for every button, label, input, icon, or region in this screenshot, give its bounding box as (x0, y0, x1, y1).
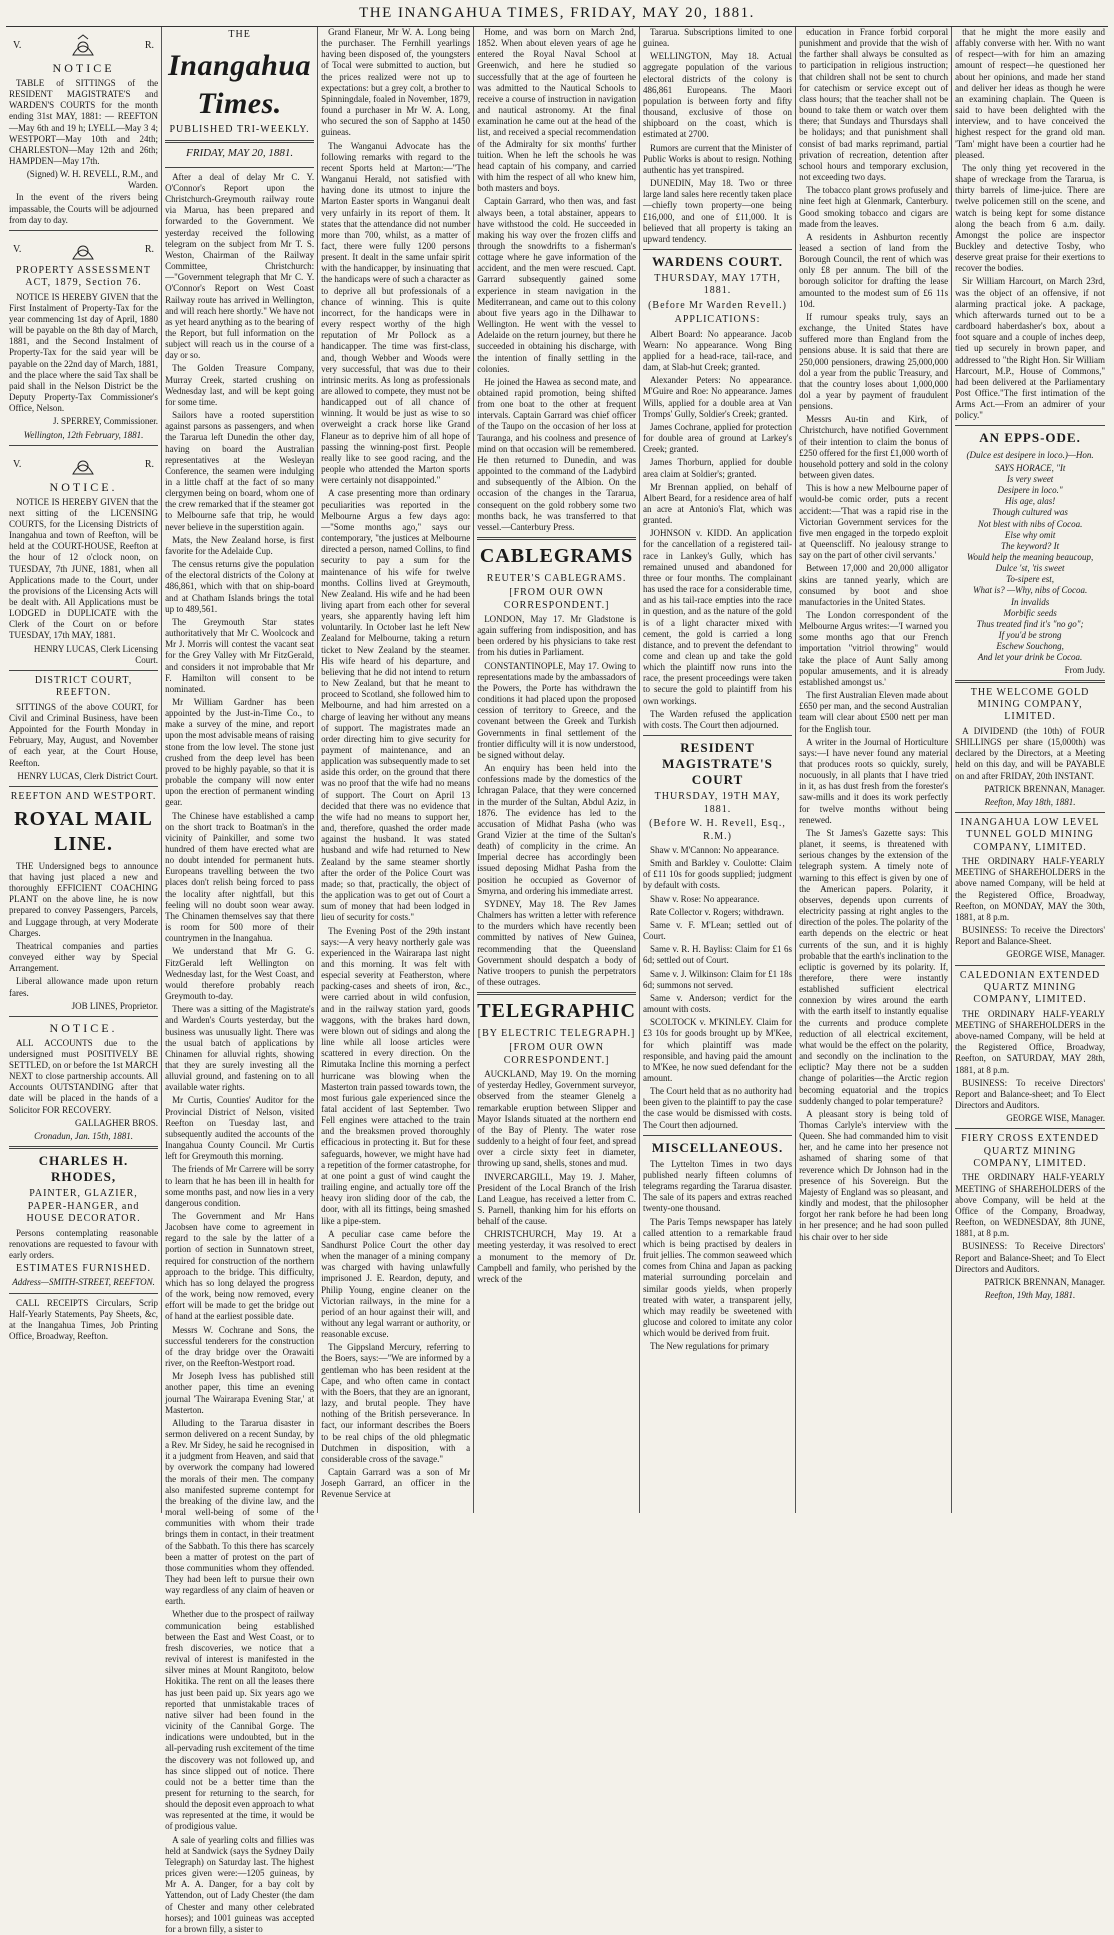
inangahua-business: BUSINESS: To receive the Directors' Report and Balance-Sheet. (955, 925, 1106, 947)
paragraph: Whether due to the prospect of railway communication being established between the East and West Coast, or to fresh discoveries, we notice that a revival of interest is manifested in the silver mines at Mount Rangitoto, below Hokitika. The rent on all the leases there has just been paid up. Six years ago we reported that unmistakable traces of native silver had been found in the vicinity of the Cannibal Gorge. The indications were undoubted, but in the all-pervading rush excitement of the time the discovery was not followed up, and has since slipped out of notice. There could not be a better time than the present for returning to the search, for should the deposit even approach to what was represented at the time, it would be of prodigious value. (165, 1609, 315, 1832)
paragraph: CONSTANTINOPLE, May 17. Owing to representations made by the ambassadors of the Powers, the Porte has withdrawn the conditions it had placed upon the proposed cession of territory to Greece, and the covenant between the Greek and Turkish Governments in final settlement of the frontier difficulty will it is now understood, be signed without delay. (477, 660, 636, 760)
paragraph: Albert Board: No appearance. Jacob Wearn: No appearance. Wong Bing applied for a head-race, tail-race, and dam, at Slab-hut Creek; granted. (643, 328, 793, 373)
fiery-business: BUSINESS: To Receive Directors' Report and Balance-Sheet; and To Elect Directors and Auditors. (955, 1241, 1106, 1274)
divider (643, 1135, 792, 1136)
licensing-signature: HENRY LUCAS, Clerk Licensing Court. (33, 643, 159, 665)
paragraph: Mr Curtis, Counties' Auditor for the Provincial District of Nelson, visited Reefton on Tuesday last, and subsequently audited the accounts of the Inangahua County Council. Mr Curtis left for Greymouth this morning. (165, 1095, 315, 1162)
paragraph: The Government and Mr Hans Jacobsen have come to agreement in regard to the sale by the latter of a portion of section in Sunnatown street, required for construction of the northern approach to the bridge. This difficulty, which has so long delayed the progress of the work, being now removed, every effort will be made to get the bridge out of hand at the earliest possible date. (165, 1211, 315, 1322)
royal-crest: V. R. (13, 452, 154, 478)
paragraph: If rumour speaks truly, says an exchange, the United States have suffered more than England from the pensions abuse. It is said that there are 250,000 pensioners, drawing 25,000,000 dol a year from the public Treasury, and that the country loses about 1,000,000 dol a year by payment of fraudulent pensions. (799, 311, 949, 412)
divider (9, 670, 158, 671)
caledonian-business: BUSINESS: To receive Directors' Report and Balance-sheet; and To Elect Directors and Auditors. (955, 1077, 1106, 1110)
paragraph: The Greymouth Star states authoritatively that Mr C. Woolcock and Mr J. Morris will contest the vacant seat for the Grey Valley with Mr FitzGerald, and considers it not improbable that Mr F. Hamilton will consent to be nominated. (165, 616, 315, 694)
wardens-body (643, 329, 792, 731)
paragraph: The Gippsland Mercury, referring to the Boers, says:—"We are informed by a gentleman who has been resident at the Cape, and who often came in contact with the Boers, that they are an ignorant, lazy, and brutal people. They have nothing of the British perseverance. In fact, our informant describes the Boers to be real chips of the old phlegmatic Dutchmen in disposition, with a considerable cross of the savage." (321, 1342, 471, 1464)
divider (955, 1128, 1105, 1129)
paragraph: The Wanganui Advocate has the following remarks with regard to the recent Sports held at Marton:—"The Wanganui Herald, not satisfied with having done its utmost to injure the Marton Easter sports in Wanganui dealt very unfairly in its report of them. It states that the attendance did not number more than 700, whilst, as a matter of fact, there were fully 1200 persons present. It dealt in the same unfair spirit with the handicapper, by insinuating that the handicaps were of such a character as to deprive all but professionals of a chance of winning. This is quite incorrect, for the handicaps were in every respect worthy of the high reputation of Mr Pollock as a handicapper. The time was first-class, and, though Webber and Woods were very successful, that was due to their intrinsic merits. As long as professionals are allowed to compete, they must not be handicapped out of all chance of winning. It would be just as wise to so overweight a crack horse like Grand Flaneur as to deprive him of all hope of passing the winning-post first. People really like to see good racing, and the people who attended the Marton sports were certainly not disappointed." (321, 140, 471, 486)
telegraphic-sub: [BY ELECTRIC TELEGRAPH.] (477, 1027, 636, 1039)
accounts-text: ALL ACCOUNTS due to the undersigned must POSITIVELY BE SETTLED, on or before the 1st MARCH NEXT to close partnership accounts. All Accounts OUTSTANDING after that date will be placed in the hands of a Solicitor FOR RECOVERY. (9, 1037, 159, 1115)
paragraph: DUNEDIN, May 18. Two or three large land sales here recently taken place—chiefly town property—one being £16,000, and one of £11,000. It is believed that all property is taking an upward tendency. (643, 178, 793, 244)
accounts-date: Cronadun, Jan. 15th, 1881. (34, 1130, 133, 1141)
published-line: PUBLISHED TRI-WEEKLY. (169, 123, 310, 135)
epps-source: From Judy. (1064, 664, 1106, 675)
article-body (955, 27, 1105, 421)
divider (955, 680, 1105, 683)
column-1 (6, 27, 162, 1513)
article-body (799, 27, 948, 1243)
paragraph: Between 17,000 and 20,000 alligator skins are tanned yearly, which are consumed by boot and shoe manufactories in the United States. (799, 563, 949, 607)
telegraphic-corr: [FROM OUR OWN CORRESPONDENT.] (503, 1042, 610, 1066)
poem-line: And let your drink be Cocoa. (977, 652, 1083, 663)
paper-title: Inangahua Times. (168, 49, 312, 120)
accounts-heading: NOTICE. (49, 1020, 118, 1035)
property-date: Wellington, 12th February, 1881. (23, 429, 144, 440)
paragraph: The Evening Post of the 29th instant says:—A very heavy northerly gale was experienced in the Wairarapa last night and this morning. It was felt with especial severity at Featherston, where packing-cases and sheets of iron, &c., were carried about in wild confusion, and in the railway station yard, goods waggons, with the brakes hard down, were blown out of sidings and along the line while all loose articles were scattered in every direction. On the Rimutaka Incline this morning a perfect hurricane was blowing when the Masterton train passed towards town, the most furious gale experienced since the fatal accident of last September. Two Fell engines were attached to the train and the breaksmen proved thoroughly efficacious in protecting it. But for these safeguards, however, we might have had a repetition of the former catastrophe, for at one point a gust of wind caught the trailing engine, and actually tore off the heavy iron sliding door of the cab, the door, with all its fittings, being smashed like a pipe-stem. (321, 925, 471, 1226)
rhodes-sub: PAINTER, GLAZIER, PAPER-HANGER, and HOUSE DECORATOR. (26, 1188, 141, 1225)
article-body (321, 27, 470, 1500)
divider (165, 167, 314, 168)
column-5 (640, 27, 796, 1513)
inangahua-signature: GEORGE WISE, Manager. (1006, 949, 1106, 960)
paragraph: Shaw v. Rose: No appearance. (650, 893, 760, 904)
poem-line: Would help the meaning beaucoup, (966, 551, 1094, 562)
paragraph: After a deal of delay Mr C. Y. O'Connor's Report upon the Christchurch-Greymouth railway route via Marua, has been prepared and forwarded to the Government. We yesterday received the following telegram on the subject from Mr T. S. Weston, Chairman of the Railway Committee, Christchurch:—"Government telegraph that Mr C. Y. O'Connor's Report on West Coast Railway route has arrived in Wellington, and will reach here shortly." We have not as yet heard anything as to the bearing of the Report, but full information on the subject will reach us in the course of a day or so. (165, 171, 315, 361)
paragraph: Smith and Barkley v. Coulotte: Claim of £11 10s for goods supplied; judgment by default with costs. (643, 858, 793, 891)
telegraphic-heading: TELEGRAPHIC (477, 1000, 636, 1023)
poem-line: The keyword? It (1001, 540, 1060, 551)
paragraph: The first Australian Eleven made about £650 per man, and the second Australian team will clear about £500 nett per man for the English tour. (799, 690, 949, 734)
column-2 (162, 27, 318, 1934)
notice-tail-1: In the event of the rivers being impassable, the Courts will be adjourned from day to day. (9, 192, 159, 225)
divider (643, 735, 792, 736)
cablegrams-corr: [FROM OUR OWN CORRESPONDENT.] (503, 587, 610, 611)
paragraph: The Chinese have established a camp on the short track to Boatman's in the vicinity of Painkiller, and some two hundred of them have erected what are no doubt intended for permanent huts. Europeans travelling between the two places don't relish being forced to pass the locality after nightfall, but this feeling will no doubt soon wear away. The Chinamen themselves say that there is room for 500 more of their countrymen in the Inangahua. (165, 810, 315, 944)
caledonian-text: THE ORDINARY HALF-YEARLY MEETING of SHAREHOLDERS in the above-named Company, will be held at the Registered Office, Broadway, Reefton, on SATURDAY, MAY 28th, 1881, at 8 p.m. (955, 1008, 1106, 1075)
paragraph: Shaw v. M'Cannon: No appearance. (650, 845, 780, 855)
fiery-heading: FIERY CROSS EXTENDED QUARTZ MINING COMPANY, LIMITED. (961, 1133, 1100, 1170)
paragraph: CHRISTCHURCH, May 19. At a meeting yesterday, it was resolved to erect a monument to the memory of Dr. Campbell and family, who perished by the wreck of the (477, 1229, 636, 1284)
caledonian-signature: GEORGE WISE, Manager. (1006, 1113, 1106, 1124)
paragraph: INVERCARGILL, May 19. J. Maher, President of the Local Branch of the Irish Land League, has received a letter from C. S. Parnell, thanking him for his efforts on behalf of the cause. (477, 1171, 636, 1227)
mail-text: THE Undersigned begs to announce that having just placed a new and thoroughly EFFICIENT COACHING PLANT on the above line, he is now prepared to convey Passengers, Parcels, and Luggage through, at very Moderate Charges. (9, 860, 159, 938)
page-masthead: THE INANGAHUA TIMES, FRIDAY, MAY 20, 1881. (6, 0, 1108, 27)
paragraph: The Golden Treasure Company, Murray Creek, started crushing on Wednesday last, and will be kept going for some time. (165, 363, 315, 407)
licensing-text: NOTICE IS HEREBY GIVEN that the next sitting of the LICENSING COURTS, for the Licensing Districts of Inangahua and town of Reefton, will be held at the COURT-HOUSE, Reefton at the hour of 12 o'clock noon, on TUESDAY, 7th JUNE, 1881, when all Applications made to the Court, under the provisions of the Licensing Acts will be dealt with. All Applications must be LODGED in DUPLICATE with the Clerk of the Court on or before TUESDAY, 17th MAY, 1881. (9, 496, 159, 641)
licensing-heading: NOTICE. (49, 479, 118, 494)
paragraph: The Lyttelton Times in two days published nearly fifteen columns of telegrams regarding the Tararua disaster. The sale of its papers and extras reached twenty-one thousand. (643, 1158, 793, 1214)
poem-line: Is very sweet (1006, 473, 1054, 484)
poem-line: SAYS HORACE, "It (994, 462, 1066, 473)
property-heading: PROPERTY ASSESSMENT ACT, 1879, Section 76. (16, 264, 152, 289)
welcome-date: Reefton, May 18th, 1881. (984, 796, 1076, 807)
inangahua-text: THE ORDINARY HALF-YEARLY MEETING of SHAREHOLDERS in the above named Company, will be held at the Registered Office, Broadway, Reefton, on MONDAY, MAY the 30th, 1881, at 8 p.m. (955, 856, 1106, 922)
notice-signature-1: (Signed) W. H. REVELL, R.M., and Warden. (26, 169, 159, 191)
poem-line: His age, alas! (1004, 496, 1056, 507)
paragraph: Rumors are current that the Minister of Public Works is about to resign. Nothing authentic has yet transpired. (643, 142, 793, 175)
poem-line: Thus treated find it's "no go"; (976, 618, 1084, 629)
wardens-date: THURSDAY, MAY 17TH, 1881. (654, 273, 781, 297)
property-text: NOTICE IS HEREBY GIVEN that the First Instalment of Property-Tax for the year commencing 1st day of April, 1880 will be payable on the 8th day of March, 1881, and the Second Instalment of Property-Tax for the said year will be payable on the 22nd day of March, 1881, and the place where the said Tax shall be paid shall in the Nelson District be the Deputy Property-Tax Commissioner's Office, Nelson. (9, 291, 159, 414)
crest-icon (69, 33, 97, 59)
paragraph: WELLINGTON, May 18. Actual aggregate population of the various electoral districts of the colony is 486,861 Europeans. The Maori population is between forty and fifty thousand, exclusive of those on shipboard on the coast, which is estimated at 2700. (643, 51, 793, 140)
divider (165, 140, 314, 143)
epps-heading: AN EPPS-ODE. (979, 430, 1081, 446)
paragraph: Grand Flaneur, Mr W. A. Long being the purchaser. The Fernhill yearlings having been disposed of, the youngsters of Tocal were submitted to auction, but the prices realized were not up to expectations: but a grey colt, a brother to Spinningdale, foaled in November, 1879, found a purchaser in Mr W. A. Long, who secured the son of Sappho at 1450 guineas. (321, 27, 471, 138)
epps-poem (955, 463, 1105, 664)
title-the: THE (228, 29, 251, 40)
district-text: SITTINGS of the above COURT, for Civil and Criminal Business, have been Appointed for the Fourth Monday in February, May, August, and November of each year, at the Court House, Reefton. (9, 701, 159, 768)
paragraph: A case presenting more than ordinary peculiarities was reported in the Melbourne Argus a few days ago:—"Some months ago," says our contemporary, "the justices at Melbourne directed a person, named Collins, to find security to pay a sum for the maintenance of his wife for twelve months. Collins lived at Greymouth, New Zealand. His wife and he had been living apart from each other for several years, she apparently having left him voluntarily. In October last he left New Zealand for Melbourne, taking a return ticket to New Zealand by the steamer. His wife heard of his departure, and believing that he did not intend to return to New Zealand, but that he meant to proceed to Scotland, she followed him to Melbourne, and had him arrested on a charge of leaving her without any means of support. The magistrates made an order directing him to give security for payment of maintenance, and an application was subsequently made to set aside this order, on the ground that there was no proof that the wife had no means of support. The Court on April 13 decided that there was no evidence that the wife had no means to support her, and, therefore, quashed the order made against the husband. It was stated husband and wife had returned to New Zealand by the same steamer shortly after the order of the Police Court was made; so that, practically, the object of the application was to get out of Court a sum of money that had been lodged in lieu of security for costs." (321, 488, 471, 923)
rm-before: (Before W. H. Revell, Esq., R.M.) (649, 818, 786, 842)
article-body (477, 27, 636, 533)
receipts-text: CALL RECEIPTS Circulars, Scrip Half-Yearly Statements, Pay Sheets, &c, at the Inangahua Times, Job Printing Office, Broadway, Reefton. (9, 1297, 159, 1341)
wardens-applications: APPLICATIONS: (674, 314, 761, 326)
paragraph: Same v. J. Wilkinson: Claim for £1 18s 6d; summons not served. (643, 968, 793, 990)
paragraph: The Paris Temps newspaper has lately called attention to a remarkable fraud which is being practised by dealers in fruit jellies. The common seaweed which comes from China and Japan as packing material surrounding porcelain and similar goods yields, when properly treated with water, a transparent jelly, which may readily be sweetened with glucose and colored to imitate any color which would be derived from fruit. (643, 1216, 793, 1339)
property-signature: J. SPERREY, Commissioner. (52, 416, 159, 427)
paragraph: A peculiar case came before the Sandhurst Police Court the other day when the manager of a mining company was charged with having unlawfully imprisoned J. E. Reardon, deputy, and Philip Young, engine cleaner on the Victorian railways, in the mine for a period of an hour against their will, and without any legal warrant or authority, or reasonable excuse. (321, 1228, 471, 1340)
divider (9, 230, 158, 231)
paragraph: AUCKLAND, May 19. On the morning of yesterday Hedley, Government surveyor, observed from the steamer Glenelg a remarkable eruption between Slipper and Mayor Islands situated at the northern end of the Bay of Plenty. The water rose suddenly to a height of four feet, and spread over a circle sixty feet in diameter, throwing up sand, shells, stones and mud. (477, 1069, 636, 1169)
paragraph: Sailors have a rooted superstition against parsons as passengers, and when the Tararua left Dunedin the other day, having on board the Australian representatives at the Wesleyan Conference, the seamen were indulging in a little chaff at the fact of so many clergymen being on board, whom one of the crew remarked that if the steamer got to Melbourne safe that trip, he would never believe in the superstition again. (165, 410, 315, 532)
paragraph: The census returns give the population of the electoral districts of the Colony at 486,861, which with that on ship-board and at Chatham Islands brings the total up to 489,561. (165, 559, 315, 614)
paragraph: Captain Garrard was a son of Mr Joseph Garrard, an officer in the Revenue Service at (321, 1467, 471, 1500)
telegraphic-body (477, 1069, 636, 1285)
column-3 (318, 27, 474, 1513)
crest-icon (69, 237, 97, 263)
wardens-heading: WARDENS COURT. (652, 253, 784, 269)
divider (9, 1293, 158, 1294)
welcome-heading: THE WELCOME GOLD MINING COMPANY, LIMITED. (970, 686, 1090, 723)
cablegrams-heading: CABLEGRAMS (479, 545, 634, 568)
paragraph: Same v. F. M'Lean; settled out of Court. (643, 919, 793, 942)
mail-text-2: Theatrical companies and parties conveyed either way by Special Arrangement. (9, 940, 159, 974)
mail-text-3: Liberal allowance made upon return fares. (9, 976, 159, 998)
paragraph: Alluding to the Tararua disaster in sermon delivered on a recent Sunday, by a Rev. Mr Sidey, he said he recognised in it a judgment from Heaven, and said that by overwork the company had lowered the morals of their men. The company also manifested supreme contempt for the breaking of the divine law, and the moral well-being of some of the communities with whom their trade brings them in contact, in their treatment of the Sabbath. To this there has scarcely been a matter of protest on the part of those communities whom they offended. They had been left to pursue their own way regardless of any claim of heaven or earth. (165, 1417, 315, 1607)
paragraph: that he might the more easily and affably converse with her. With no want of respect—with for him an amazing amount of respect—he questioned her about her opinions, and made her stand and deliver her ideas as though he were an examining chaplain. The Queen is said to have been delighted with the interview, and to have conceived the highest respect for the grand old man. 'Tam' might have been a courtier had he pleased. (955, 27, 1106, 160)
paragraph: He joined the Hawea as second mate, and obtained rapid promotion, being shifted from one boat to the other at frequent intervals. Captain Garrard was chief officer of the Taupo on the occasion of her loss at Tauranga, and his coolness and presence of mind on that occasion will be remembered. He then returned to Dunedin, and was appointed to the command of the Ladybird and subsequently of the Albion. On the occasion of the changes in the Tararua, consequent on the gold robbery some two months back, he was transferred to that vessel.—Canterbury Press. (477, 376, 636, 532)
accounts-signature: GALLAGHER BROS. (75, 1117, 159, 1128)
paragraph: We understand that Mr G. G. FitzGerald left Wellington on Wednesday last, for the West Coast, and would therefore probably reach Greymouth to-day. (165, 946, 315, 1002)
royal-crest: V. R. (13, 33, 154, 59)
dateline: FRIDAY, MAY 20, 1881. (186, 147, 294, 160)
fiery-date: Reefton, 19th May, 1881. (984, 1290, 1076, 1301)
divider (9, 1016, 158, 1017)
poem-line: Though cultured was (992, 507, 1068, 518)
poem-line: What is? —Why, nibs of Cocoa. (972, 585, 1088, 596)
mail-signature: JOB LINES, Proprietor. (71, 1000, 159, 1011)
divider (477, 537, 636, 540)
paragraph: James Thorburn, applied for double area claim at Soldier's; granted. (643, 457, 793, 479)
paragraph: The friends of Mr Carrere will be sorry to learn that he has been ill in health for some months past, and now lies in a very dangerous condition. (165, 1164, 315, 1208)
paragraph: A pleasant story is being told of Thomas Carlyle's interview with the Queen. She had commanded him to visit her, and he came into her presence not ashamed of sharing some of that reverence which Dr Johnson had in the presence of his Sovereign. But the Majesty of England was so pleasant, and kindly and modest, that the philosopher forgot her rank before he had been long in her presence; and he had soon pulled his chair over to her side (799, 1108, 949, 1242)
paragraph: Messrs Au-tin and Kirk, of Christchurch, have notified Government of their intention to claim the bonus of £250 offered for the first £1,000 worth of household pottery and sold in the colony between given dates. (799, 414, 949, 481)
poem-line: Else why omit (1004, 529, 1056, 540)
paragraph: SYDNEY, May 18. The Rev James Chalmers has written a letter with reference to the murders which have recently been committed by natives of New Guinea, recommending that the Queensland Government should despatch a body of Native troopers to punish the perpetrators of these outrages. (477, 898, 636, 987)
paragraph: SCOLTOCK v. M'KINLEY. Claim for £3 10s for goods brought up by M'Kee, for which plaintiff was made responsible, and having paid the amount to M'Kee, he now sued defendant for the amount. (643, 1017, 793, 1083)
royal-crest: V. R. (13, 237, 154, 263)
caledonian-heading: CALEDONIAN EXTENDED QUARTZ MINING COMPANY, LIMITED. (959, 969, 1101, 1006)
paragraph: Tararua. Subscriptions limited to one guinea. (643, 27, 793, 49)
column-6 (796, 27, 952, 1513)
paragraph: Rate Collector v. Rogers; withdrawn. (650, 906, 784, 917)
divider (955, 812, 1105, 813)
poem-line: In invalids (1010, 596, 1050, 607)
crest-icon (69, 452, 97, 478)
article-body (643, 27, 792, 245)
paragraph: James Cochrane, applied for protection for double area of ground at Larkey's Creek; granted. (643, 421, 793, 455)
paragraph: The only thing yet recovered in the shape of wreckage from the Tararua, is thirty barrels of lime-juice. There are twelve policemen still on the scene, and watch is being kept for some distance along the beach from 6 a.m. daily. Amongst the police are inspector Buckley and detective Tosby, who deserve great praise for their exertions to recover the bodies. (955, 162, 1106, 274)
epps-sub: (Dulce est desipere in loco.)—Hon. (966, 449, 1094, 460)
poem-line: To-sipere est, (1006, 574, 1054, 585)
divider (9, 1146, 158, 1149)
poem-line: Morbific seeds (1003, 607, 1057, 618)
rhodes-address: Address—SMITH-STREET, REEFTON. (12, 1277, 155, 1288)
rm-body (643, 845, 792, 1131)
rm-heading: RESIDENT MAGISTRATE'S COURT (662, 740, 773, 788)
paragraph: The New regulations for primary (650, 1341, 769, 1352)
poem-line: Eschew Souchong, (996, 641, 1064, 652)
paragraph: Same v. R. H. Bayliss: Claim for £1 6s 6d; settled out of Court. (643, 944, 793, 966)
district-signature: HENRY LUCAS, Clerk District Court. (17, 770, 159, 781)
paragraph: Alexander Peters: No appearance. M'Guire and Roe: No appearance. James Wills, applied for a double area at Van Tromps' Gully, Soldier's Creek; granted. (643, 375, 793, 419)
paragraph: JOHNSON v. KIDD. An application for the cancellation of a registered tail-race in Lankey's Gully, which has remained unused and abandoned for three or four months. The complainant has used the race for a considerable time, and as his tail-race empties into the race in question, and as the nature of the gold is of a light character mixed with cement, the gold is carried a long distance, and to prevent the defendant to come and clean up and take the gold which the plaintiff now runs into the race, the present proceedings were taken to secure the gold to plaintiff from his own workings. (643, 528, 793, 706)
paragraph: Messrs W. Cochrane and Sons, the successful tenderers for the construction of the dray bridge over the Orawaiti river, on the Reefton-Westport road. (165, 1324, 315, 1369)
rhodes-text: Persons contemplating reasonable renovations are requested to favour with early orders. (9, 1227, 159, 1260)
misc-heading: MISCELLANEOUS. (651, 1139, 784, 1155)
welcome-text: A DIVIDEND (the 10th) of FOUR SHILLINGS per share (15,000th) was declared by the Directors, at a Meeting held on this day, and will be PAYABLE on and after FRIDAY, 20th INSTANT. (955, 725, 1106, 781)
article-body (165, 172, 314, 1935)
paragraph: Mats, the New Zealand horse, is first favorite for the Adelaide Cup. (165, 534, 315, 556)
columns (6, 27, 1108, 1934)
notice-heading-1: NOTICE (52, 61, 115, 75)
paragraph: The tobacco plant grows profusely and nine feet high at Glenmark, Canterbury. Good smoking tobacco and cigars are made from the leaves. (799, 185, 949, 229)
paragraph: This is how a new Melbourne paper of would-be comic order, puts a recent accident:—'That was a rapid rise in the Victorian Government services for the five men engaged in the torpedo exploit at Queenscliff. No jealousy strange to say on the part of other civil servants.' (799, 483, 949, 561)
paragraph: There was a sitting of the Magistrate's and Warden's Courts yesterday, but the business was unusually light. There was the usual batch of applications by Chinamen for alluvial rights, showing that they are surely investing all the alluvial ground, and fastening on to all available water rights. (165, 1004, 315, 1093)
paragraph: education in France forbid corporal punishment and provide that the wish of the farther shall always be consulted as to participation in religious instruction; that children shall not be sent to church for catechism or service except out of class hours; that the teacher shall not be bound to take them or watch over them there; that Sundays and Thursdays shall be holidays; and that punishment shall consist of bad marks reprimand, partial privation of recreation, detention after school hours and temporary exclusion, not exceeding two days. (799, 27, 949, 183)
paragraph: Same v. Anderson; verdict for the amount with costs. (643, 992, 793, 1015)
divider (955, 425, 1105, 426)
mail-heading: ROYAL MAIL LINE. (14, 808, 153, 855)
rhodes-estimates: ESTIMATES FURNISHED. (16, 1262, 152, 1274)
column-4 (474, 27, 640, 1513)
welcome-signature: PATRICK BRENNAN, Manager. (984, 783, 1106, 794)
paragraph: LONDON, May 17. Mr Gladstone is again suffering from indisposition, and has been ordered by his physicians to take rest from his duties in Parliament. (477, 614, 636, 658)
divider (9, 445, 158, 446)
misc-body (643, 1159, 792, 1353)
divider (955, 965, 1105, 966)
paragraph: The Warden refused the application with costs. The Court then adjourned. (643, 708, 793, 730)
paragraph: Home, and was born on March 2nd, 1852. When about eleven years of age he entered the Royal Naval School at Greenwich, and here he studied so successfully that at the age of fourteen he was admitted to the Nautical Schools to receive a course of instruction in navigation and nautical astronomy. At the final examination he came out at the head of the list, and received a special recommendation of the Admiralty for six months' further tuition. When he left the schools he was head captain of his company, and carried with him the respect of all who knew him, both masters and boys. (477, 27, 636, 194)
inangahua-heading: INANGAHUA LOW LEVEL TUNNEL GOLD MINING COMPANY, LIMITED. (960, 816, 1100, 853)
paragraph: A sale of yearling colts and fillies was held at Sandwick (says the Sydney Daily Telegraph) on Saturday last. The highest prices given were:—1205 guineas, by Mr A. A. Danger, for a bay colt by Yattendon, out of Lady Chester (the dam of Chester and many other celebrated horses); and 1001 guineas was accepted for a brown filly, a sister to (165, 1834, 315, 1934)
district-heading: DISTRICT COURT, REEFTON. (34, 674, 133, 699)
poem-line: If you'd be strong (998, 630, 1062, 641)
paragraph: A writer in the Journal of Horticulture says:—I have never found any material that produces roots so quickly, surely, nocuously, in all plants that I have tried in it, as has dust fresh from the forester's saw-mills and it does its work perfectly for twelve months without being renewed. (799, 736, 949, 825)
paragraph: A residents in Ashburton recently leased a section of land from the Borough Council, the rent of which was only £8 per annum. The bill of the borough solicitor for drafting the lease amounted to the modest sum of £6 11s 10d. (799, 231, 949, 309)
rhodes-heading: CHARLES H. RHODES, (38, 1153, 129, 1185)
cablegrams-sub: REUTER'S CABLEGRAMS. (486, 572, 627, 584)
divider (9, 786, 158, 787)
divider (477, 992, 636, 995)
divider (643, 249, 792, 250)
rm-date: THURSDAY, 19TH MAY, 1881. (654, 791, 781, 815)
paragraph: Mr Joseph Ivess has published still another paper, this time an evening journal 'The Wairarapa Evening Star,' at Masterton. (165, 1371, 315, 1415)
poem-line: Desipere in loco." (997, 485, 1063, 496)
paragraph: The St James's Gazette says: This planet, it seems, is threatened with serious changes by the extension of the telegraph system. A timely note of warning to this effect is given by one of the American papers. Polarity, it observes, depends upon currents of electricity passing at right angles to the direction of the poles. The polarity of the earth depends on the electric or heat currents of the sun, and it is highly probable that the earth's inclination to the ecliptic is governed by its polarity. If, therefore, there were instantly established sufficient electrical connexion by wires around the earth with the earth itself to instantly equalise the currents and produce complete reduction of all electrical excitement, what would be the effect on the polarity, and secondly on the inclination to the ecliptic? May there not be a sudden change of polarities—the Arctic region becoming equatorial and the tropics suddenly changed to polar temperature? (799, 827, 949, 1106)
paragraph: An enquiry has been held into the confessions made by the domestics of the Ichragan Palace, that they were concerned in the murder of the Sultan, Abdul Aziz, in 1876. The evidence has led to the accusation of Midhat Pasha (who was Grand Vizier at the time of the Sultan's death) of complicity in the crime. An Imperial decree has accordingly been issued deposing Midhat Pasha from the position he occupied as Governor of Smyrna, and ordering his immediate arrest. (477, 763, 636, 896)
paragraph: Mr William Gardner has been appointed by the Just-in-Time Co., to make a survey of the mine, and report upon the most advisable means of raising stone from the low level. The stone just crushed from the deep level has been proved to be highly payable, so that it is probable the company will now enter upon the erection of permanent winding gear. (165, 696, 315, 808)
paragraph: Sir William Harcourt, on March 23rd, was the object of an offensive, if not alarming practical joke. A package, which afterwards turned out to be a cardboard haberdasher's box, about a foot square and a couple of inches deep, tied up securely in brown paper, and addressed to "the Right Hon. Sir William Harcourt, M.P., House of Commons," had been delivered at the Parliamentary Post Office."The first intimation of the Arms Act.—From an admirer of your policy." (955, 276, 1106, 421)
notice-text-1: TABLE of SITTINGS of the RESIDENT MAGISTRATE'S and WARDEN'S COURTS for the month ending 31st MAY, 1881: — REEFTON—May 6th and 19 h; LYELL—May 3 4; WESTPORT—May 10th and 24th; CHARLESTON—May 12th and 26th; HAMPDEN—May 17th. (9, 77, 159, 166)
column-7 (952, 27, 1108, 1513)
paragraph: The Court held that as no authority had been given to the plaintiff to pay the case the case would be dismissed with costs. The Court then adjourned. (643, 1086, 793, 1130)
poem-line: Not blest with nibs of Cocoa. (977, 518, 1083, 529)
fiery-signature: PATRICK BRENNAN, Manager. (984, 1276, 1106, 1287)
poem-line: Dulce 'st, 'tis sweet (995, 563, 1065, 574)
paragraph: Captain Garrard, who then was, and fast always been, a total abstainer, appears to have withstood the cold. He succeeded in making his way over the frozen cliffs and through the snowdrifts to a fisherman's cottage where he gave information of the accident, and the men were rescued. Capt. Garrard subsequently gained some experience in steam navigation in the Mediterranean, and came out to this colony about five years ago in the Dilhawar to Wellington. He went with the vessel to Adelaide on the return journey, but there he succeeded in obtaining his discharge, with the intention of finally settling in the colonies. (477, 196, 636, 374)
fiery-text: THE ORDINARY HALF-YEARLY MEETING of SHAREHOLDERS of the above Company, will be held at the Office of the Company, Broadway, Reefton, on WEDNESDAY, 8th JUNE, 1881, at 8 p.m. (955, 1172, 1106, 1239)
cablegrams-body (477, 614, 636, 988)
wardens-before: (Before Mr Warden Revell.) (648, 299, 787, 311)
mail-route: REEFTON AND WESTPORT. (10, 790, 157, 802)
paragraph: The London correspondent of the Melbourne Argus writes:—'I warned you some months ago that our French importation "vitriol throwing" would take the place of Aunt Sally among popular amusements, and it is already established amongst us.' (799, 609, 949, 687)
paragraph: Mr Brennan applied, on behalf of Albert Beard, for a residence area of half an acre at Antonio's Flat, which was granted. (643, 481, 793, 526)
